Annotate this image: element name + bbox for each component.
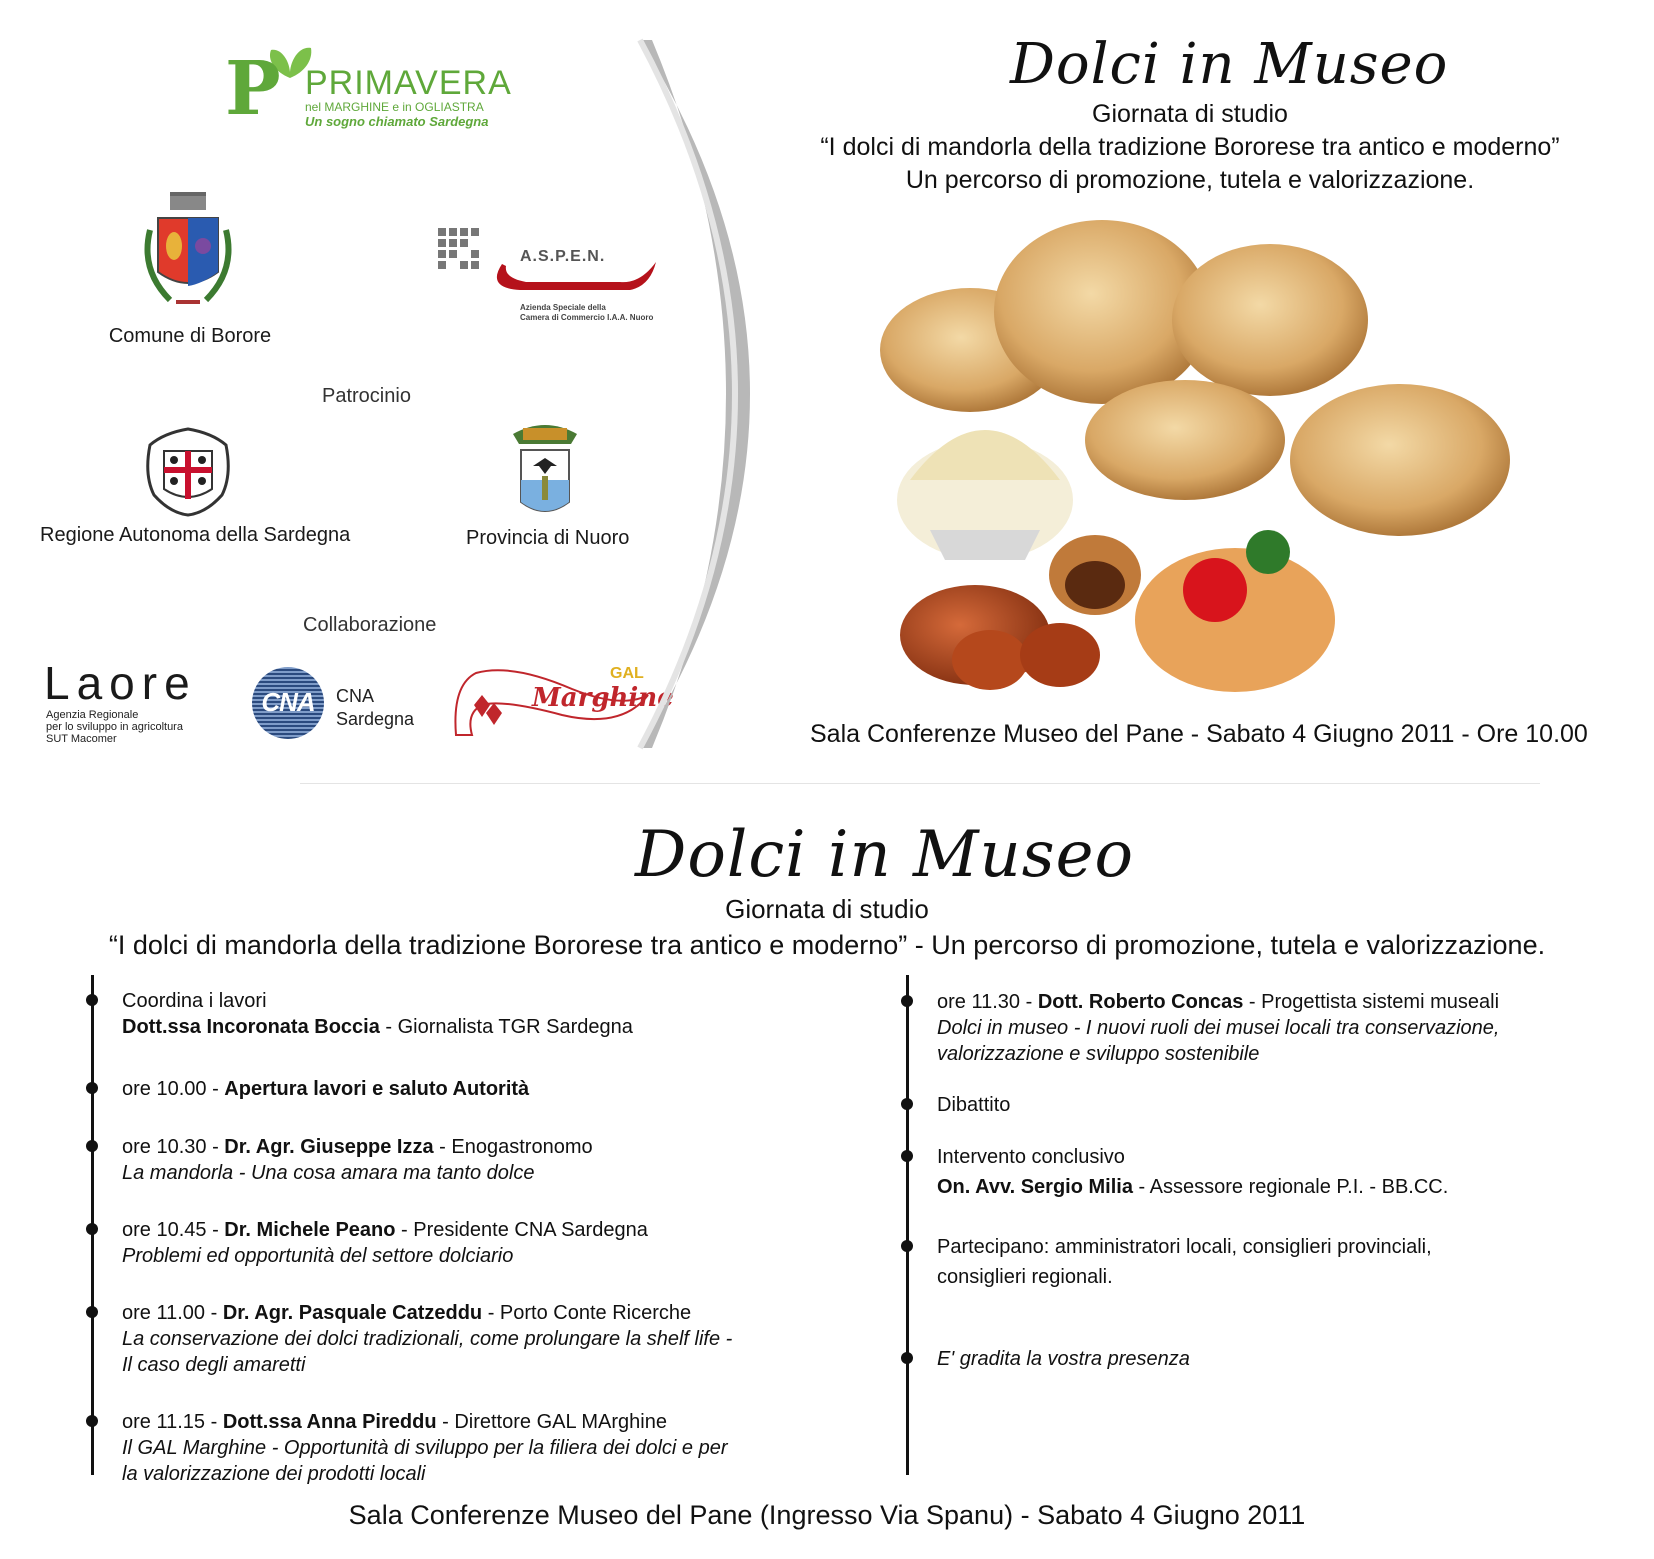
entry-text: Dibattito (937, 1094, 1011, 1116)
gal-name-label: Marghine (532, 683, 674, 713)
talk-topic: La mandorla - Una cosa amara ma tanto dolce (122, 1162, 535, 1184)
primavera-logo (225, 42, 515, 132)
regione-label: Regione Autonoma della Sardegna (40, 524, 351, 546)
speaker-name: Dott.ssa Anna Pireddu (222, 1411, 437, 1433)
section-divider (300, 783, 1540, 784)
talk-topic: Il caso degli amaretti (122, 1354, 306, 1376)
patrocinio-label: Patrocinio (322, 385, 411, 407)
almond-sweets-photo (870, 200, 1570, 715)
timeline-bullet (86, 994, 98, 1006)
aspen-title: A.S.P.E.N. (520, 248, 606, 265)
timeline-bullet (901, 1150, 913, 1162)
timeline-bullet (86, 1415, 98, 1427)
bottom-line2: “I dolci di mandorla della tradizione Bororese tra antico e moderno” - Un percorso di promozione, tutela e valorizzazione. (108, 930, 1546, 960)
speaker-name: On. Avv. Sergio Milia (937, 1176, 1133, 1198)
program-entry-presenza (937, 1346, 1190, 1372)
provincia-label: Provincia di Nuoro (466, 527, 630, 549)
gal-top-label: GAL (610, 665, 644, 682)
cna-logo (252, 667, 324, 739)
talk-topic: Il GAL Marghine - Opportunità di sviluppo per la filiera dei dolci e per (122, 1437, 728, 1459)
bottom-venue: Sala Conferenze Museo del Pane (Ingresso Via Spanu) - Sabato 4 Giugno 2011 (348, 1500, 1306, 1530)
speaker-role: - Presidente CNA Sardegna (395, 1219, 648, 1241)
aspen-subtitle-line1: Azienda Speciale della (520, 303, 606, 312)
speaker-name: Dr. Michele Peano (224, 1219, 396, 1241)
timeline-bullet (901, 995, 913, 1007)
talk-topic: Dolci in museo - I nuovi ruoli dei musei locali tra conservazione, (937, 1017, 1500, 1039)
program-entry-1100 (122, 1300, 732, 1378)
cna-logo-text: CNA (261, 687, 315, 717)
timeline-bullet (86, 1082, 98, 1094)
speaker-role: - Porto Conte Ricerche (482, 1302, 692, 1324)
program-entry-1115 (122, 1409, 728, 1487)
primavera-tagline: Un sogno chiamato Sardegna (305, 114, 489, 129)
timeline-bullet (901, 1352, 913, 1364)
program-entry-1045 (122, 1217, 648, 1269)
borore-crest-icon (140, 190, 235, 320)
top-line1: Giornata di studio (1092, 100, 1288, 128)
timeline-bullet (901, 1098, 913, 1110)
entry-text: E' gradita la vostra presenza (937, 1348, 1190, 1370)
speaker-name: Dott.ssa Incoronata Boccia (122, 1016, 380, 1038)
entry-time: ore 11.00 - (122, 1302, 223, 1324)
entry-time: ore 10.45 - (122, 1219, 225, 1241)
top-line2: “I dolci di mandorla della tradizione Bororese tra antico e moderno” (820, 133, 1560, 161)
program-entry-partecipano (937, 1232, 1432, 1292)
top-title: Dolci in Museo (1010, 32, 1449, 97)
program-entry-dibattito (937, 1092, 1010, 1118)
laore-subtitle-line1: Agenzia Regionale (46, 709, 139, 721)
regione-crest-icon (142, 425, 234, 517)
primavera-subtitle: nel MARGHINE e in OGLIASTRA (305, 100, 484, 114)
laore-subtitle-line2: per lo sviluppo in agricoltura (46, 721, 183, 733)
speaker-role: - Direttore GAL MArghine (436, 1411, 667, 1433)
primavera-letter: P (225, 46, 281, 132)
entry-text: consiglieri regionali. (937, 1266, 1113, 1288)
program-entry-1030 (122, 1134, 593, 1186)
timeline-bullet (86, 1223, 98, 1235)
right-timeline (906, 975, 909, 1475)
top-line3: Un percorso di promozione, tutela e valorizzazione. (905, 166, 1475, 194)
laore-subtitle (46, 709, 183, 745)
talk-topic: La conservazione dei dolci tradizionali, come prolungare la shelf life - (122, 1328, 733, 1350)
aspen-subtitle-line2: Camera di Commercio I.A.A. Nuoro (520, 313, 654, 322)
timeline-bullet (86, 1306, 98, 1318)
cna-label-line2: Sardegna (336, 709, 415, 729)
laore-logo: Laore (44, 657, 197, 709)
program-entry-1130 (937, 989, 1499, 1067)
collaborazione-label: Collaborazione (303, 614, 437, 636)
comune-label: Comune di Borore (108, 325, 272, 347)
entry-text: Coordina i lavori (122, 990, 267, 1012)
speaker-name: Dr. Agr. Pasquale Catzeddu (222, 1302, 483, 1324)
speaker-role: - Assessore regionale P.I. - BB.CC. (1132, 1176, 1449, 1198)
entry-time: ore 11.15 - (122, 1411, 223, 1433)
laore-subtitle-line3: SUT Macomer (46, 733, 117, 745)
entry-time: ore 10.00 - (122, 1078, 225, 1100)
entry-time: ore 10.30 - (122, 1136, 225, 1158)
bottom-line1: Giornata di studio (725, 894, 929, 924)
speaker-role: - Enogastronomo (433, 1136, 593, 1158)
program-entry-coordina (122, 988, 633, 1040)
aspen-grid-icon (438, 228, 480, 270)
bottom-title: Dolci in Museo (635, 818, 1134, 892)
speaker-role: - Progettista sistemi museali (1243, 991, 1500, 1013)
entry-time: ore 11.30 - (937, 991, 1038, 1013)
talk-topic: valorizzazione e sviluppo sostenibile (937, 1043, 1260, 1065)
cna-label-line1: CNA (336, 686, 375, 706)
talk-topic: la valorizzazione dei prodotti locali (122, 1463, 426, 1485)
timeline-bullet (86, 1140, 98, 1152)
entry-text: Intervento conclusivo (937, 1146, 1125, 1168)
provincia-crest-icon (505, 420, 585, 525)
entry-text: Partecipano: amministratori locali, consiglieri provinciali, (937, 1236, 1432, 1258)
program-entry-conclusivo (937, 1144, 1448, 1200)
primavera-title: PRIMAVERA (305, 64, 512, 102)
speaker-role: - Giornalista TGR Sardegna (379, 1016, 633, 1038)
timeline-bullet (901, 1240, 913, 1252)
speaker-name: Dott. Roberto Concas (1037, 991, 1244, 1013)
entry-title: Apertura lavori e saluto Autorità (224, 1078, 530, 1100)
program-entry-1000 (122, 1076, 529, 1102)
decorative-arc (600, 36, 810, 752)
top-venue: Sala Conferenze Museo del Pane - Sabato 4 Giugno 2011 - Ore 10.00 (810, 720, 1588, 748)
cna-label (336, 685, 414, 731)
talk-topic: Problemi ed opportunità del settore dolciario (122, 1245, 514, 1267)
speaker-name: Dr. Agr. Giuseppe Izza (224, 1136, 434, 1158)
